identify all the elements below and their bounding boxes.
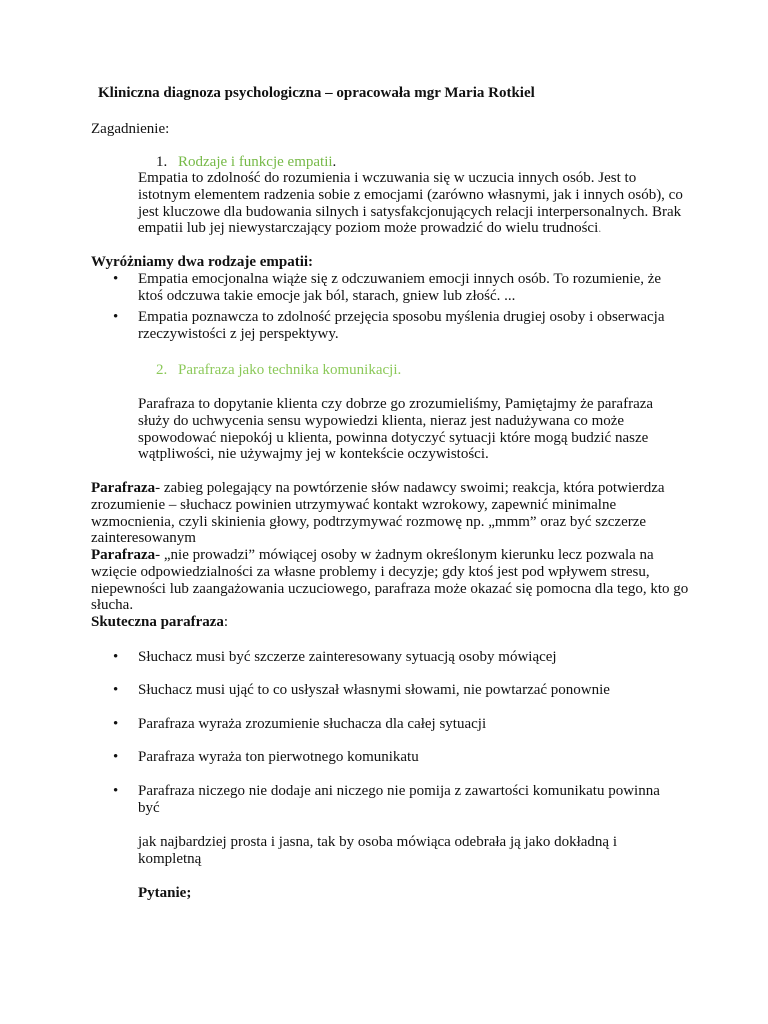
effective-item-4: • Parafraza wyraża ton pierwotnego komunikatu — [138, 749, 683, 766]
section-1-title-dot: . — [332, 154, 337, 170]
effective-item-continuation: jak najbardziej prosta i jasna, tak by osoba mówiąca odebrała ją jako dokładną i kompletną — [138, 834, 617, 867]
section-2-title: Parafraza jako technika komunikacji. — [178, 362, 402, 378]
paraphrase-intro: Parafraza to dopytanie klienta czy dobrze go zrozumieliśmy, Pamiętajmy że parafraza służy do uchwycenia sensu wypowiedzi klienta, nieraz jest nadużywana co może spowodować niepokój u klienta, powinna dotyczyć sytuacji które mogą budzić nasze wątpliwości, nie używajmy jej w kontekście oczywistości. — [138, 396, 654, 463]
effective-item-2: • Słuchacz musi ująć to co usłyszał własnymi słowami, nie powtarzać ponownie — [138, 682, 683, 699]
section-2-number: 2. — [156, 362, 168, 378]
effective-item-1: • Słuchacz musi być szczerze zainteresowany sytuacją osoby mówiącej — [138, 649, 683, 666]
topic-label: Zagadnienie: — [91, 121, 170, 137]
effective-item-3: • Parafraza wyraża zrozumienie słuchacza dla całej sytuacji — [138, 716, 683, 733]
paraphrase-definition-2 — [91, 547, 691, 614]
document-title: Kliniczna diagnoza psychologiczna – opracowała mgr Maria Rotkiel — [98, 85, 535, 101]
empathy-definition-text: Empatia to zdolność do rozumienia i wczuwania się w uczucia innych osób. Jest to istotnym elementem radzenia sobie z emocjami (zarówno własnymi, jak i innych osób), co jest kluczowe dla budowania silnych i satysfakcjonujących relacji interpersonalnych. Brak empatii lub jej niewystarczający poziom może prowadzić do wielu trudności — [138, 170, 683, 237]
effective-paraphrase-colon: : — [223, 614, 229, 630]
empathy-definition-end: . — [598, 221, 602, 236]
empathy-definition — [138, 170, 683, 237]
section-1-number: 1. — [156, 154, 168, 170]
empathy-types-heading: Wyróżniamy dwa rodzaje empatii: — [91, 254, 314, 270]
section-1-heading — [156, 154, 336, 171]
paraphrase-definition-1-text: - zabieg polegający na powtórzenie słów nadawcy swoimi; reakcja, która potwierdza zrozumienie – słuchacz powinien utrzymywać kontakt wzrokowy, zapewnić minimalne wzmocnienia, czyli skinienia głowy, podtrzymywać rozmowę np. „mmm” oraz być szczerze zainteresowanym — [91, 480, 665, 547]
paraphrase-definition-2-text: - „nie prowadzi” mówiącej osoby w żadnym określonym kierunku lecz pozwala na wzięcie odpowiedzialności za własne problemy i decyzje; gdy ktoś jest pod wpływem stresu, niepewności lub zaangażowania uczuciowego, parafraza może okazać się pomocna dla tego, kto go słucha. — [91, 547, 689, 614]
paraphrase-term-1: Parafraza — [91, 480, 156, 496]
effective-paraphrase-heading — [91, 614, 691, 631]
section-1-title: Rodzaje i funkcje empatii — [178, 154, 333, 170]
effective-paraphrase-term: Skuteczna parafraza — [91, 614, 224, 630]
empathy-type-cognitive: • Empatia poznawcza to zdolność przejęcia sposobu myślenia drugiej osoby i obserwacja rzeczywistości z jej perspektywy. — [138, 309, 683, 343]
section-2-heading — [156, 362, 401, 379]
paraphrase-definition-1 — [91, 480, 691, 547]
paraphrase-term-2: Parafraza — [91, 547, 156, 563]
question-heading: Pytanie; — [138, 885, 192, 901]
effective-item-5: • Parafraza niczego nie dodaje ani niczego nie pomija z zawartości komunikatu powinna być — [138, 783, 683, 817]
empathy-type-emotional: • Empatia emocjonalna wiąże się z odczuwaniem emocji innych osób. To rozumienie, że ktoś odczuwa takie emocje jak ból, starach, gniew lub złość. ... — [138, 271, 683, 305]
